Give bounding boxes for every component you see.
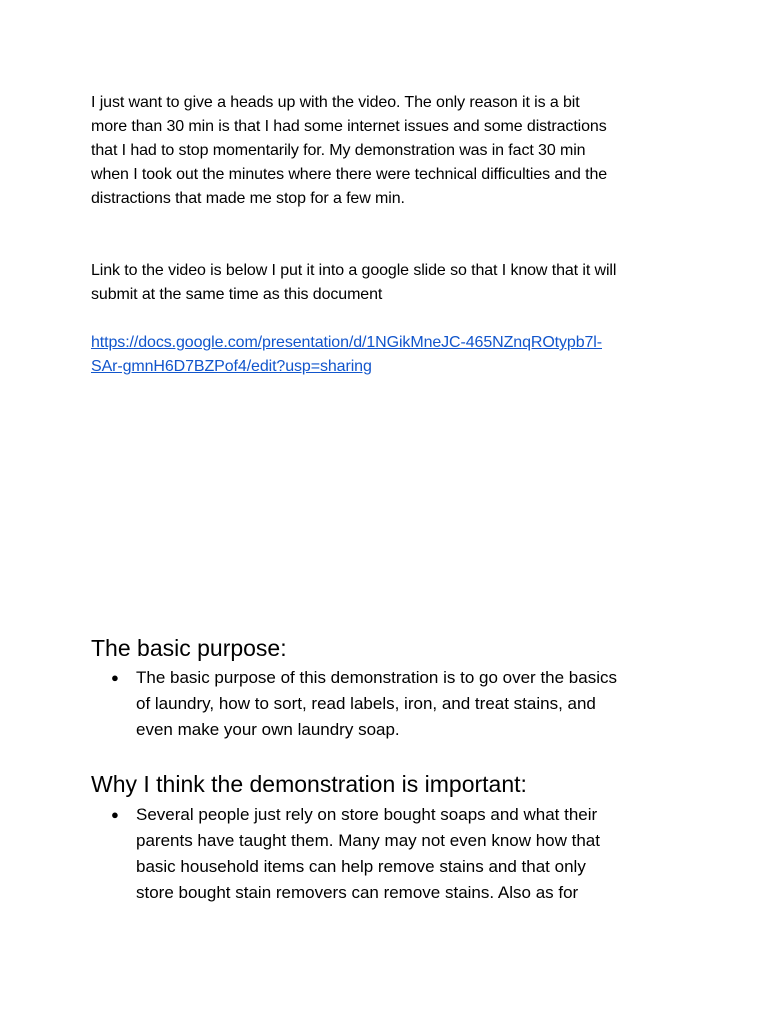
intro-line: I just want to give a heads up with the video. The only reason it is a bit (91, 94, 580, 111)
bullet-line: parents have taught them. Many may not even know how that (136, 831, 600, 850)
bullet-line: store bought stain removers can remove stains. Also as for (136, 883, 579, 902)
link-intro-line: submit at the same time as this document (91, 286, 383, 303)
heading-why-important: Why I think the demonstration is important: (91, 771, 527, 797)
bullet-line: of laundry, how to sort, read labels, iron, and treat stains, and (136, 694, 596, 713)
intro-line: when I took out the minutes where there were technical difficulties and the (91, 166, 608, 183)
bullet-text (136, 665, 696, 743)
bullet-dot-icon: ● (111, 670, 119, 685)
bullet-line: The basic purpose of this demonstration is to go over the basics (136, 668, 617, 687)
video-link-line[interactable]: SAr-gmnH6D7BZPof4/edit?usp=sharing (91, 358, 372, 375)
link-intro-line: Link to the video is below I put it into a google slide so that I know that it will (91, 262, 617, 279)
bullet-line: even make your own laundry soap. (136, 720, 400, 739)
intro-line: more than 30 min is that I had some internet issues and some distractions (91, 118, 607, 135)
bullet-line: basic household items can help remove stains and that only (136, 857, 586, 876)
heading-basic-purpose: The basic purpose: (91, 635, 287, 661)
bullet-line: Several people just rely on store bought soaps and what their (136, 805, 598, 824)
intro-line: distractions that made me stop for a few min. (91, 190, 405, 207)
intro-paragraph (91, 91, 691, 211)
link-intro-paragraph (91, 259, 691, 307)
video-link-line[interactable]: https://docs.google.com/presentation/d/1NGikMneJC-465NZnqROtypb7l- (91, 334, 602, 351)
intro-line: that I had to stop momentarily for. My demonstration was in fact 30 min (91, 142, 586, 159)
bullet-text (136, 802, 696, 906)
video-link[interactable] (91, 331, 691, 379)
bullet-dot-icon: ● (111, 807, 119, 822)
